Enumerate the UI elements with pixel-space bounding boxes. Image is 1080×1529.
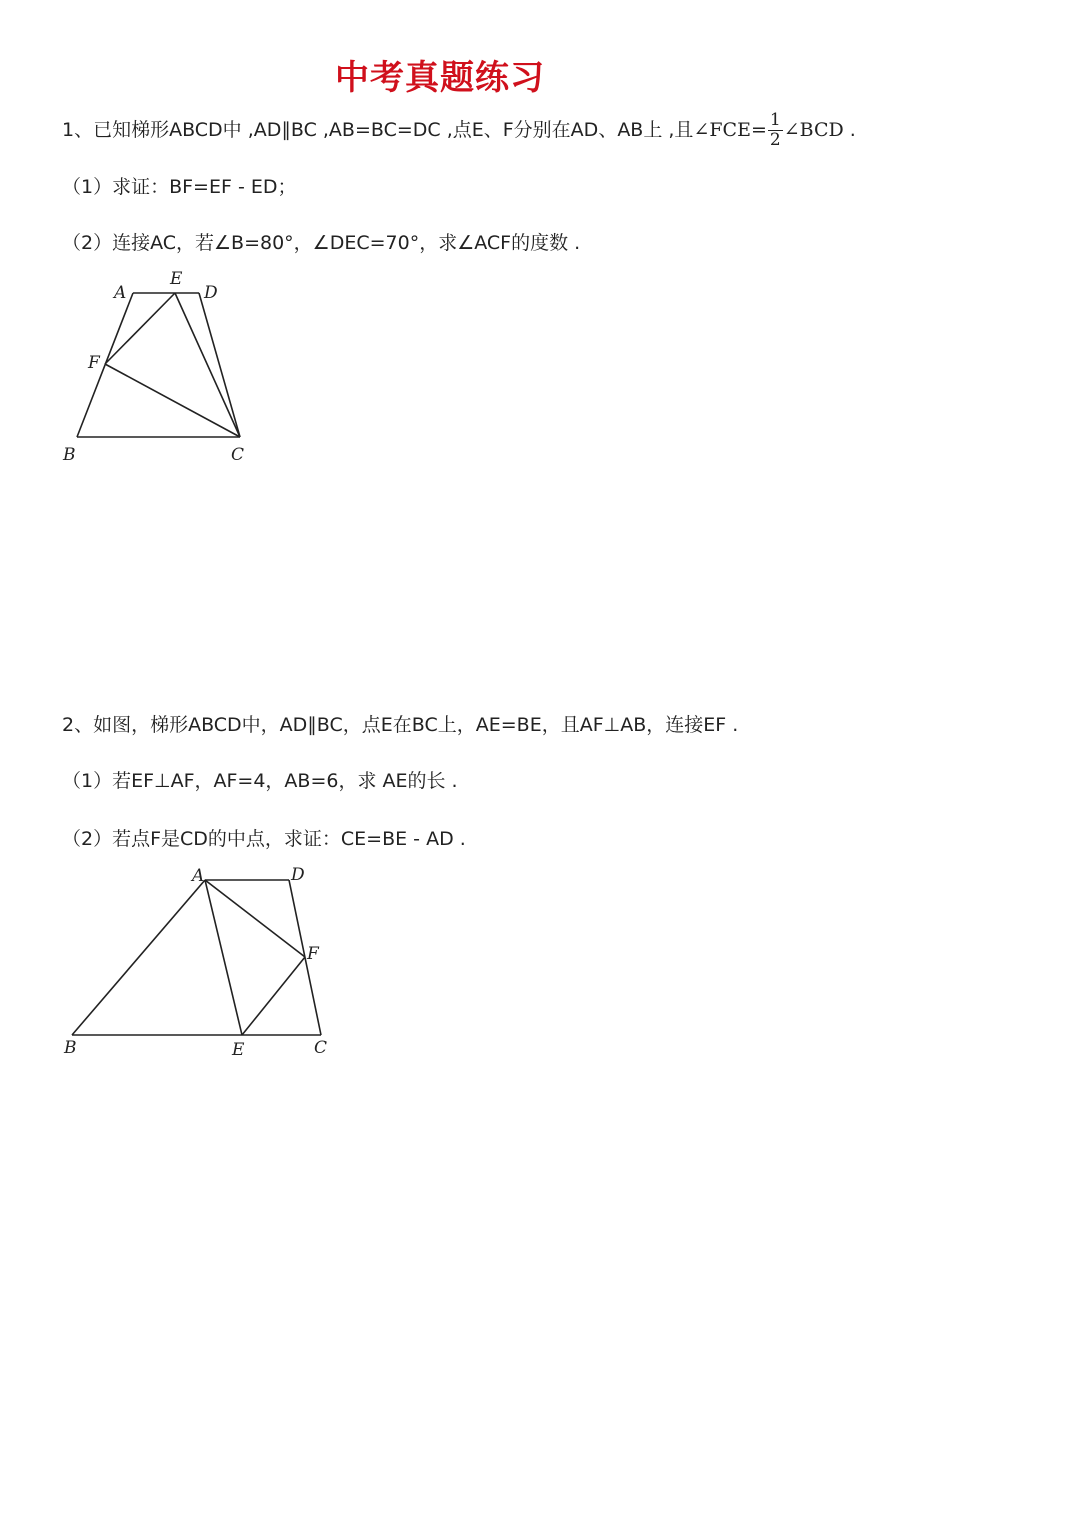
- segment-fe: [105, 293, 175, 364]
- label-e: E: [170, 269, 183, 289]
- angle-bcd: ∠BCD: [783, 119, 844, 141]
- segment2-ab: [72, 880, 205, 1035]
- problem2-stem: 2、如图，梯形ABCD中，AD∥BC，点E在BC上，AE=BE，且AF⊥AB，连接EF .: [62, 714, 739, 736]
- label-a: A: [114, 283, 127, 303]
- label2-e: E: [232, 1040, 245, 1060]
- problem1-part2: （2）连接AC，若∠B=80°，∠DEC=70°，求∠ACF的度数 .: [62, 232, 581, 254]
- label-c: C: [231, 445, 245, 465]
- problem1-stem-text: 1、已知梯形ABCD中 ,AD∥BC ,AB=BC=DC ,点E、F分别在AD、AB上 ,且: [62, 119, 694, 141]
- label2-d: D: [291, 865, 305, 885]
- problem1-stem-end: .: [843, 119, 856, 141]
- page-title: 中考真题练习: [335, 58, 545, 98]
- fraction-denominator: 2: [769, 130, 781, 150]
- label2-a: A: [192, 866, 205, 886]
- label-b: B: [63, 445, 76, 465]
- label2-c: C: [314, 1038, 328, 1058]
- problem1-part1: （1）求证：BF=EF - ED；: [62, 176, 297, 198]
- label2-f: F: [307, 944, 319, 964]
- label2-b: B: [64, 1038, 77, 1058]
- segment-ab: [77, 293, 133, 437]
- segment-ec: [175, 293, 240, 437]
- problem2-part2: （2）若点F是CD的中点，求证：CE=BE - AD .: [62, 828, 466, 850]
- fraction-numerator: 1: [769, 110, 781, 130]
- segment2-ef: [242, 957, 305, 1035]
- label-d: D: [204, 283, 218, 303]
- label-f: F: [88, 353, 100, 373]
- angle-fce: ∠FCE=: [693, 119, 767, 141]
- problem2-part1: （1）若EF⊥AF，AF=4，AB=6，求 AE的长 .: [62, 770, 458, 792]
- segment-dc: [199, 293, 240, 437]
- segment-fc: [105, 364, 240, 437]
